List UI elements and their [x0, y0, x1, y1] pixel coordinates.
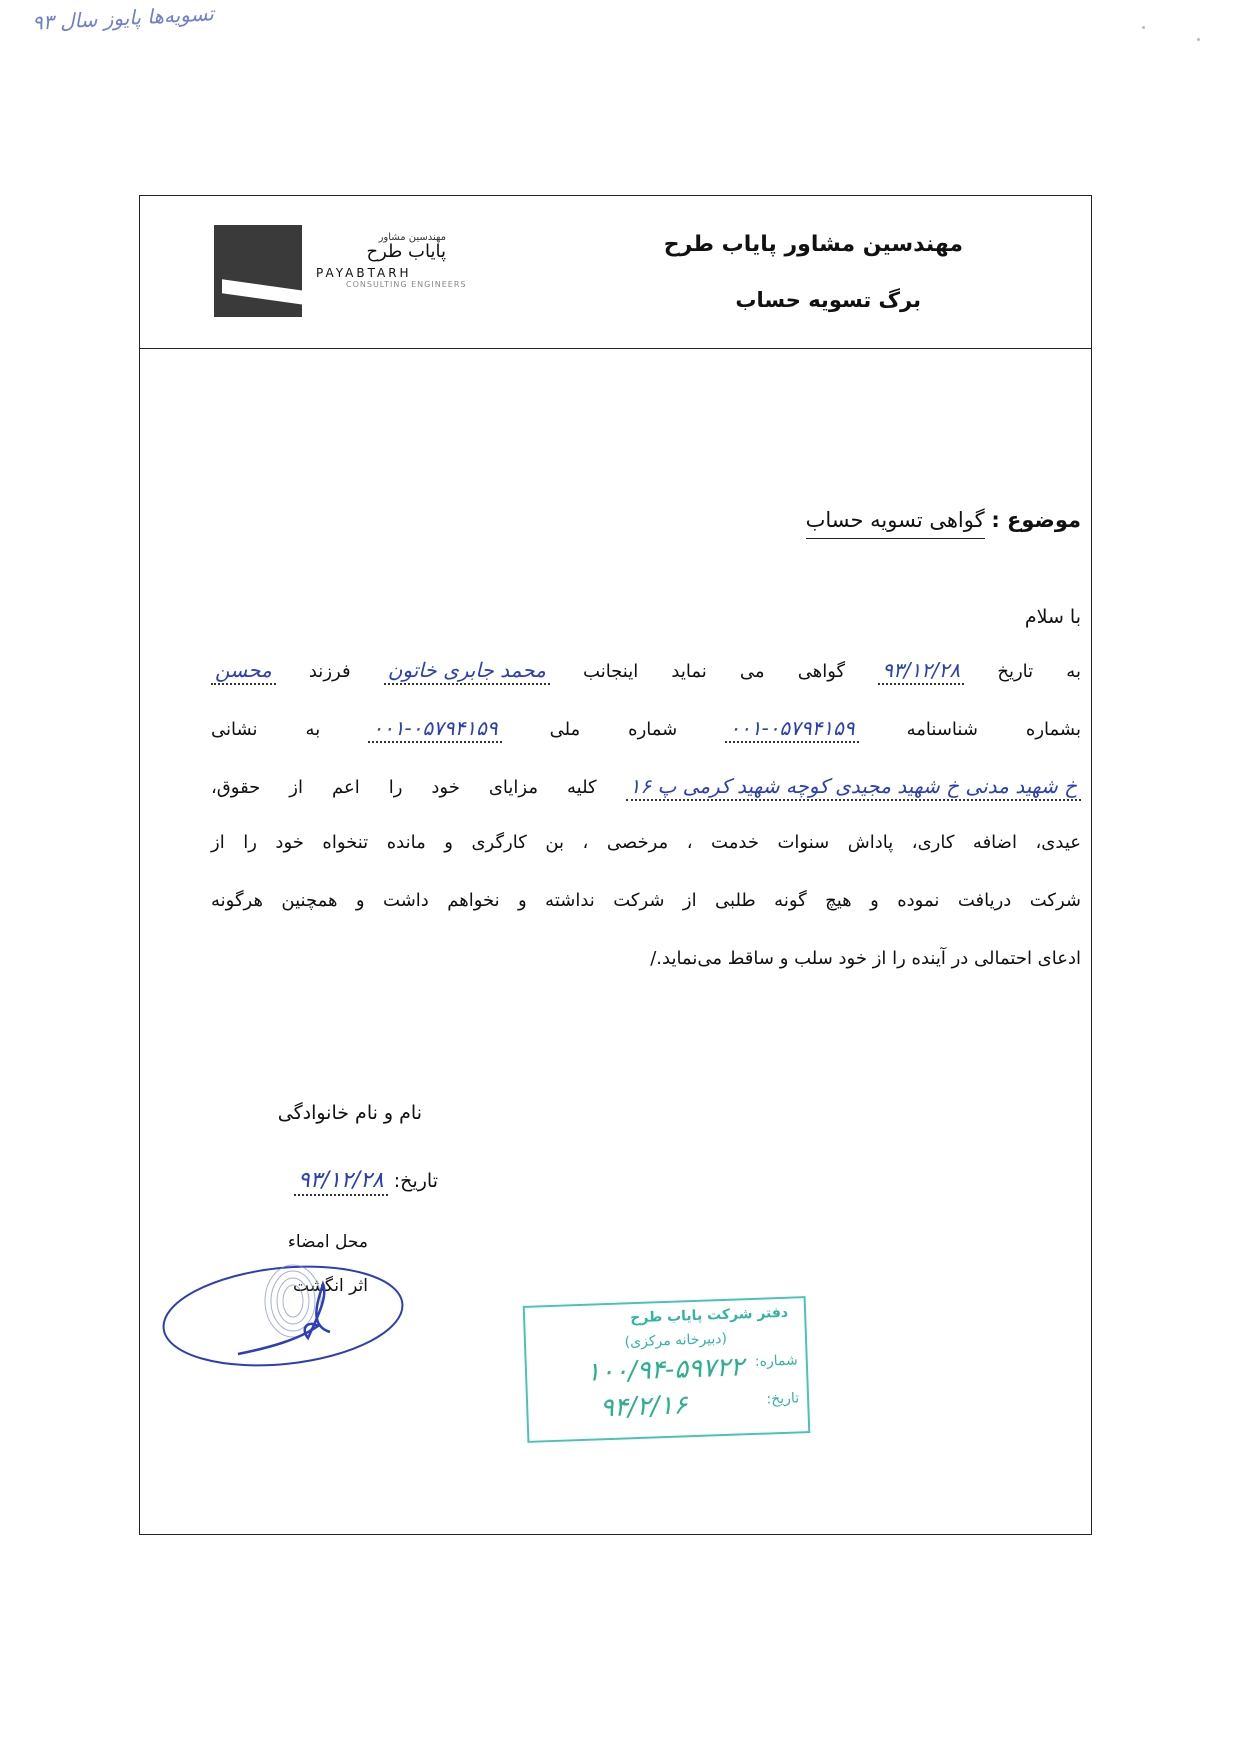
- stamp-subtitle: (دبیرخانه مرکزی): [624, 1330, 728, 1351]
- company-stamp: [523, 1296, 811, 1443]
- company-title: مهندسین مشاور پایاب طرح: [663, 232, 963, 257]
- id-label: بشماره شناسنامه: [906, 719, 1081, 740]
- body-line-6: ادعای احتمالی در آینده را از خود سلب و ساقط می‌نماید./: [650, 948, 1081, 969]
- id-number: ۰۰۱-۰۵۷۹۴۱۵۹: [729, 716, 855, 740]
- logo-en-name: PAYABTARH: [316, 266, 412, 280]
- stamp-date-label: تاریخ:: [766, 1390, 800, 1408]
- company-logo-mark: [214, 225, 302, 317]
- body-line-1: [211, 658, 1081, 685]
- stamp-number-value: ۱۰۰/۹۴-۵۹۷۲۲: [585, 1352, 745, 1388]
- body-line-2: [211, 716, 1081, 743]
- footer-date-row: [208, 1168, 438, 1196]
- national-label: شماره ملی: [549, 719, 678, 740]
- document-frame: [139, 195, 1092, 1535]
- logo-fa-name: پایاب طرح: [366, 241, 446, 262]
- address-label: به نشانی: [211, 719, 321, 740]
- address-fill: [626, 774, 1081, 801]
- child-of-label: فرزند: [308, 661, 351, 682]
- handwritten-corner-note: تسویه‌ها پایوز سال ۹۳: [31, 1, 215, 35]
- signature-fingerprint-mark: [158, 1256, 408, 1376]
- date-prefix: به تاریخ: [997, 661, 1081, 682]
- letterhead: [140, 196, 1091, 349]
- subject-value: گواهی تسویه حساب: [806, 508, 985, 539]
- form-title: برگ تسویه حساب: [735, 288, 921, 312]
- full-name-label: نام و نام خانوادگی: [277, 1102, 422, 1124]
- body-line-3: [211, 774, 1081, 801]
- body-line-4: عیدی، اضافه کاری، پاداش سنوات خدمت ، مرخصی ، بن کارگری و مانده تنخواه خود را از: [211, 832, 1081, 853]
- fingerprint-label: اثر انگشت: [293, 1276, 368, 1296]
- signature-place-label: محل امضاء: [287, 1232, 368, 1252]
- footer-date-fill: [294, 1168, 388, 1196]
- logo-en-sub: CONSULTING ENGINEERS: [346, 280, 467, 289]
- national-fill: [368, 716, 501, 743]
- greeting: با سلام: [1024, 606, 1081, 628]
- date-value: ۹۳/۱۲/۲۸: [882, 658, 961, 682]
- benefits-text: کلیه مزایای خود را اعم از حقوق،: [211, 777, 597, 798]
- father-name: محسن: [215, 658, 272, 682]
- subject-line: [806, 508, 1081, 532]
- id-fill: [725, 716, 858, 743]
- logo-fa-small: مهندسین مشاور: [378, 232, 446, 243]
- stamp-title: دفتر شرکت پایاب طرح: [629, 1304, 789, 1327]
- footer-date-value: ۹۳/۱۲/۲۸: [298, 1168, 384, 1193]
- subject-label: موضوع :: [991, 508, 1081, 532]
- body-line-5: شرکت دریافت نموده و هیچ گونه طلبی از شرکت نداشته و نخواهم داشت و همچنین هرگونه: [211, 890, 1081, 911]
- footer-date-label: تاریخ:: [393, 1170, 438, 1192]
- name-fill: [384, 658, 550, 685]
- stamp-date-value: ۹۴/۲/۱۶: [599, 1390, 688, 1424]
- date-fill: [878, 658, 964, 685]
- address-value: خ شهید مدنی خ شهید مجیدی کوچه شهید کرمی پ ۱۶: [629, 774, 1077, 798]
- father-fill: [211, 658, 276, 685]
- certify-text: گواهی می نماید اینجانب: [583, 661, 846, 682]
- company-logo-text: [316, 232, 496, 289]
- employee-name: محمد جابری خاتون: [387, 658, 546, 682]
- stamp-number-label: شماره:: [754, 1352, 799, 1370]
- national-number: ۰۰۱-۰۵۷۹۴۱۵۹: [372, 716, 498, 740]
